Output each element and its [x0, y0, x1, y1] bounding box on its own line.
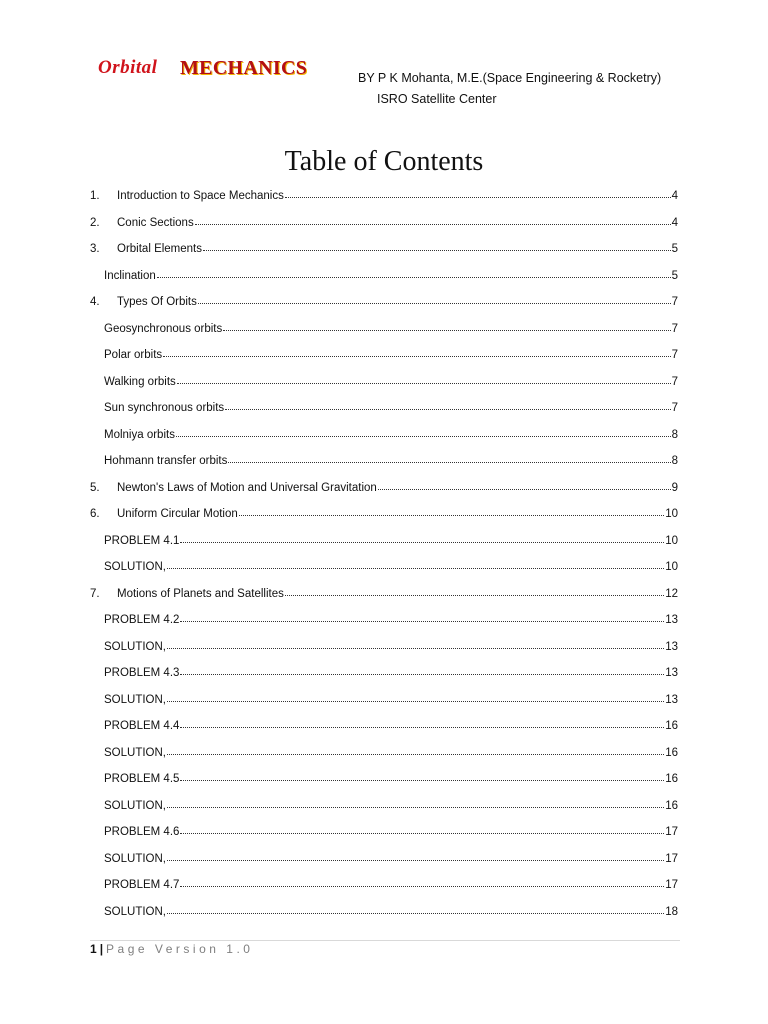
toc-entry-label: PROBLEM 4.6 [104, 826, 180, 838]
toc-dot-leader [195, 214, 671, 225]
toc-entry-page: 16 [665, 773, 678, 785]
toc-entry-page: 10 [665, 534, 678, 547]
toc-entry-page: 13 [665, 693, 678, 706]
toc-entry-page: 13 [665, 614, 678, 626]
toc-dot-leader [167, 558, 664, 569]
page-header [0, 0, 768, 120]
toc-dot-leader [157, 267, 671, 278]
toc-entry[interactable] [90, 635, 678, 653]
toc-entry[interactable] [90, 608, 678, 626]
toc-entry[interactable] [90, 847, 678, 865]
toc-entry-label: SOLUTION, [104, 561, 166, 573]
toc-entry[interactable] [90, 900, 678, 918]
toc-dot-leader [180, 770, 664, 781]
toc-entry-label: Geosynchronous orbits [104, 322, 223, 335]
toc-dot-leader [225, 399, 670, 410]
toc-dot-leader [180, 664, 664, 675]
toc-dot-leader [167, 797, 664, 808]
toc-dot-leader [167, 903, 664, 914]
toc-entry-page: 7 [671, 322, 678, 335]
toc-dot-leader [167, 638, 664, 649]
toc-entry[interactable] [90, 343, 678, 361]
toc-entry-page: 12 [665, 587, 678, 600]
toc-entry-label: PROBLEM 4.7 [104, 879, 180, 891]
toc-dot-leader [163, 346, 670, 357]
toc-dot-leader [228, 452, 670, 463]
toc-entry-label: Motions of Planets and Satellites [117, 587, 284, 600]
toc-entry[interactable] [90, 237, 678, 255]
toc-dot-leader [177, 373, 671, 384]
toc-entry-page: 7 [671, 402, 678, 414]
toc-entry[interactable] [90, 317, 678, 335]
page-title: Table of Contents [284, 146, 484, 177]
toc-entry-number: 4. [90, 296, 100, 308]
toc-entry-page: 17 [665, 826, 678, 838]
toc-entry-label: Sun synchronous orbits [104, 402, 225, 414]
toc-entry[interactable] [90, 290, 678, 308]
toc-entry-number: 1. [90, 190, 100, 202]
toc-entry-page: 13 [665, 640, 678, 653]
toc-entry-label: SOLUTION, [104, 799, 166, 812]
toc-dot-leader [176, 426, 671, 437]
toc-entry-page: 16 [665, 799, 678, 812]
toc-entry-label: SOLUTION, [104, 693, 166, 706]
toc-entry[interactable] [90, 370, 678, 388]
toc-entry-number: 3. [90, 243, 100, 255]
toc-entry-page: 17 [665, 852, 678, 865]
footer-divider [90, 940, 680, 941]
toc-entry[interactable] [90, 476, 678, 494]
toc-entry-label: Types Of Orbits [117, 296, 197, 308]
footer-page-number: 1 [90, 942, 97, 956]
toc-entry[interactable] [90, 873, 678, 891]
toc-entry-label: Polar orbits [104, 349, 163, 361]
toc-entry-number: 6. [90, 508, 100, 520]
toc-entry-page: 4 [671, 190, 678, 202]
toc-dot-leader [180, 611, 664, 622]
toc-entry[interactable] [90, 423, 678, 441]
toc-entry-label: SOLUTION, [104, 640, 166, 653]
toc-entry-page: 7 [671, 349, 678, 361]
toc-entry-page: 10 [665, 561, 678, 573]
toc-entry[interactable] [90, 714, 678, 732]
toc-entry-page: 8 [671, 428, 678, 441]
toc-entry-page: 7 [671, 375, 678, 388]
toc-entry-page: 4 [671, 216, 678, 229]
toc-entry-label: Introduction to Space Mechanics [117, 190, 284, 202]
toc-entry[interactable] [90, 582, 678, 600]
toc-entry[interactable] [90, 794, 678, 812]
toc-dot-leader [223, 320, 670, 331]
toc-entry-number: 7. [90, 587, 100, 600]
toc-entry-label: PROBLEM 4.3 [104, 667, 180, 679]
toc-entry[interactable] [90, 767, 678, 785]
toc-entry-label: Newton's Laws of Motion and Universal Gravitation [117, 481, 377, 494]
footer-version-text: Page Version 1.0 [106, 942, 254, 956]
toc-entry-label: PROBLEM 4.4 [104, 720, 180, 732]
toc-entry[interactable] [90, 529, 678, 547]
toc-dot-leader [198, 293, 671, 304]
toc-entry-page: 8 [671, 455, 678, 467]
toc-dot-leader [203, 240, 671, 251]
toc-dot-leader [167, 744, 664, 755]
toc-entry-page: 16 [665, 720, 678, 732]
toc-entry[interactable] [90, 555, 678, 573]
author-line: BY P K Mohanta, M.E.(Space Engineering & Rocketry) [358, 71, 662, 85]
footer-separator: | [99, 942, 104, 956]
toc-entry[interactable] [90, 820, 678, 838]
toc-entry[interactable] [90, 264, 678, 282]
toc-entry-label: PROBLEM 4.2 [104, 614, 180, 626]
toc-entry-label: Molniya orbits [104, 428, 175, 441]
toc-entry[interactable] [90, 449, 678, 467]
toc-entry-label: Hohmann transfer orbits [104, 455, 228, 467]
toc-entry-page: 16 [665, 746, 678, 759]
toc-entry-page: 9 [671, 481, 678, 494]
toc-entry[interactable] [90, 184, 678, 202]
toc-entry-label: PROBLEM 4.5 [104, 773, 180, 785]
toc-entry-page: 5 [671, 243, 678, 255]
toc-entry[interactable] [90, 396, 678, 414]
toc-entry-label: SOLUTION, [104, 746, 166, 759]
toc-entry-label: Orbital Elements [117, 243, 203, 255]
toc-dot-leader [167, 691, 664, 702]
toc-entry-number: 5. [90, 481, 100, 494]
toc-dot-leader [285, 187, 671, 198]
toc-dot-leader [180, 717, 664, 728]
toc-entry-label: SOLUTION, [104, 852, 166, 865]
toc-dot-leader [167, 850, 664, 861]
toc-entry-page: 5 [671, 269, 678, 282]
toc-entry-page: 10 [665, 508, 678, 520]
toc-entry-page: 7 [671, 296, 678, 308]
toc-dot-leader [239, 505, 664, 516]
toc-entry-label: Conic Sections [117, 216, 194, 229]
toc-entry-label: SOLUTION, [104, 905, 166, 918]
toc-entry-label: Uniform Circular Motion [117, 508, 238, 520]
toc-entry-label: Walking orbits [104, 375, 176, 388]
toc-dot-leader [180, 876, 664, 887]
toc-entry[interactable] [90, 741, 678, 759]
orbital-logo: Orbital [98, 57, 158, 78]
toc-entry-number: 2. [90, 216, 100, 229]
toc-entry-label: PROBLEM 4.1 [104, 534, 180, 547]
toc-entry-page: 17 [665, 879, 678, 891]
toc-entry-page: 13 [665, 667, 678, 679]
toc-entry[interactable] [90, 502, 678, 520]
toc-entry-page: 18 [665, 905, 678, 918]
toc-dot-leader [285, 585, 664, 596]
toc-entry[interactable] [90, 661, 678, 679]
toc-dot-leader [180, 823, 664, 834]
toc-entry[interactable] [90, 211, 678, 229]
toc-entry[interactable] [90, 688, 678, 706]
mechanics-logo: MECHANICS [180, 57, 308, 79]
toc-dot-leader [180, 532, 664, 543]
toc-entry-label: Inclination [104, 269, 156, 282]
organization-line: ISRO Satellite Center [377, 92, 497, 106]
toc-dot-leader [378, 479, 671, 490]
page-footer [90, 942, 253, 956]
